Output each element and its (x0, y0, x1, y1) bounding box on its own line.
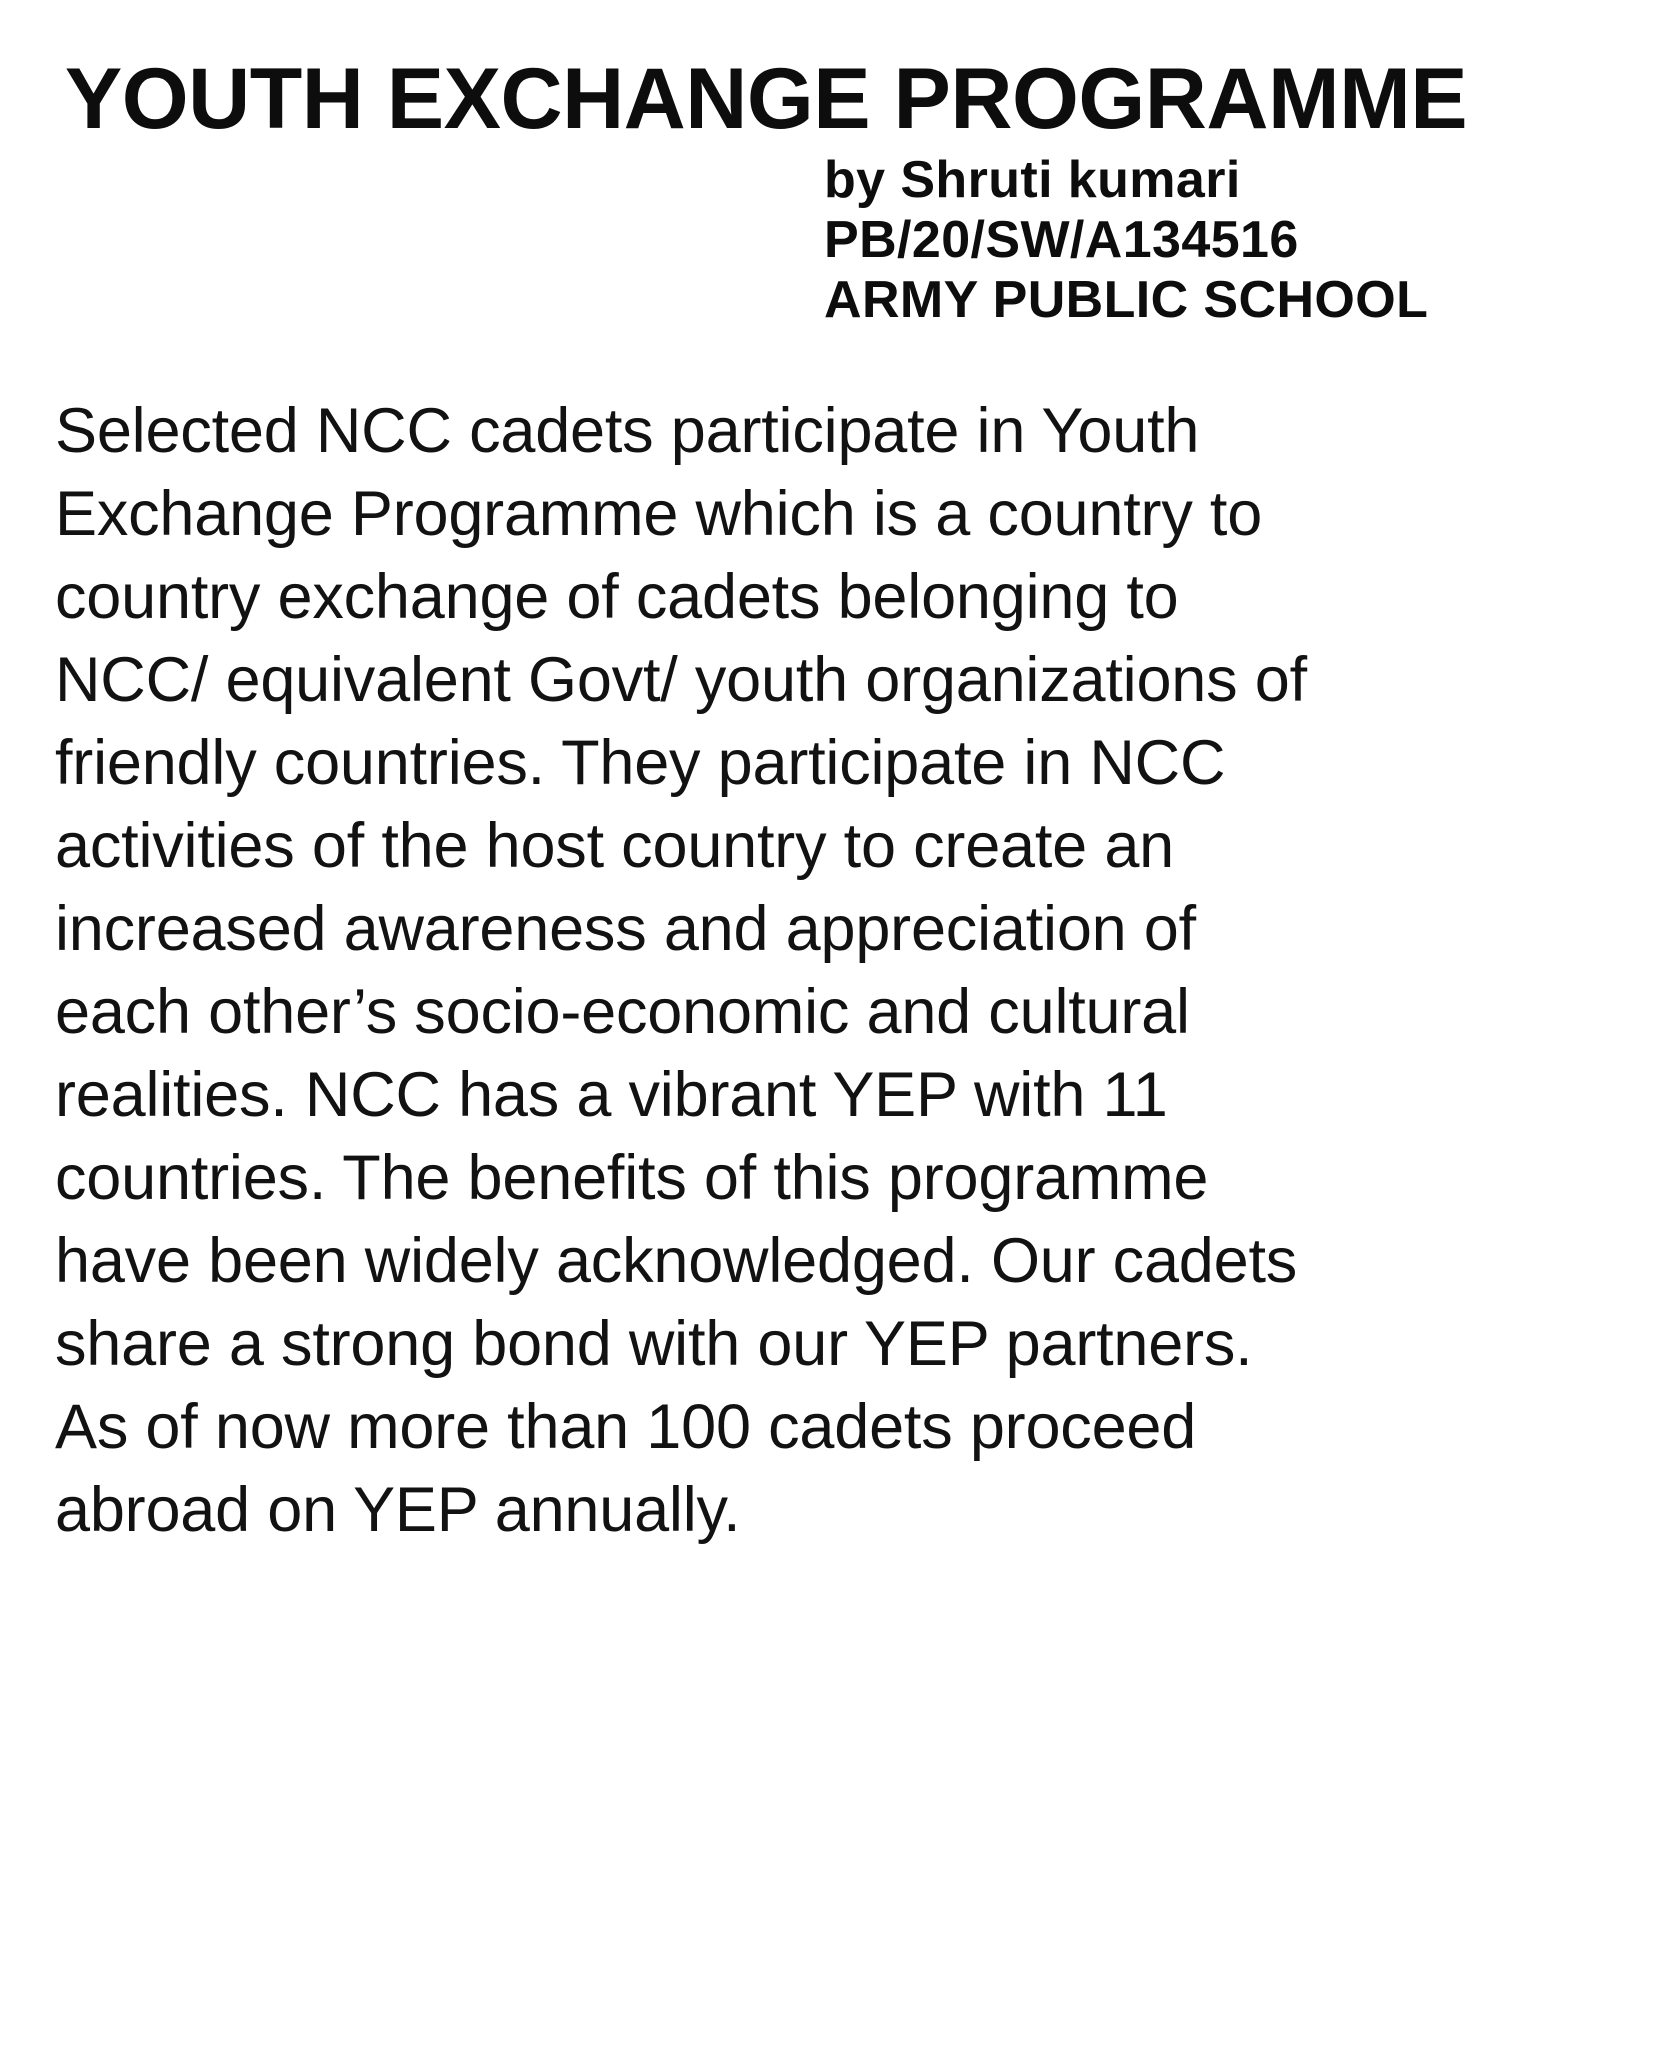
body-text-line: share a strong bond with our YEP partners. (55, 1309, 1253, 1379)
body-text-line: friendly countries. They participate in NCC (55, 728, 1226, 798)
body-text-line: realities. NCC has a vibrant YEP with 11 (55, 1060, 1168, 1130)
body-text-line: NCC/ equivalent Govt/ youth organizations of (55, 645, 1307, 715)
body-text-line: country exchange of cadets belonging to (55, 562, 1179, 632)
body-text-line: Exchange Programme which is a country to (55, 479, 1263, 549)
body-text-line: countries. The benefits of this programme (55, 1143, 1209, 1213)
body-text-line: abroad on YEP annually. (55, 1475, 741, 1545)
body-text-line: As of now more than 100 cadets proceed (55, 1392, 1197, 1462)
body-text-line: Selected NCC cadets participate in Youth (55, 396, 1200, 466)
body-text-line: each other’s socio-economic and cultural (55, 977, 1190, 1047)
body-paragraph (55, 390, 1625, 1552)
body-text-line: have been widely acknowledged. Our cadets (55, 1226, 1298, 1296)
body-text-line: activities of the host country to create an (55, 811, 1175, 881)
roll-number: PB/20/SW/A134516 (824, 211, 1299, 270)
author-byline: by Shruti kumari (824, 150, 1241, 209)
byline-block (0, 150, 1654, 331)
institution-name: ARMY PUBLIC SCHOOL (824, 271, 1429, 330)
body-text-line: increased awareness and appreciation of (55, 894, 1196, 964)
page-title: YOUTH EXCHANGE PROGRAMME (64, 51, 1468, 147)
document-header (0, 51, 1654, 331)
